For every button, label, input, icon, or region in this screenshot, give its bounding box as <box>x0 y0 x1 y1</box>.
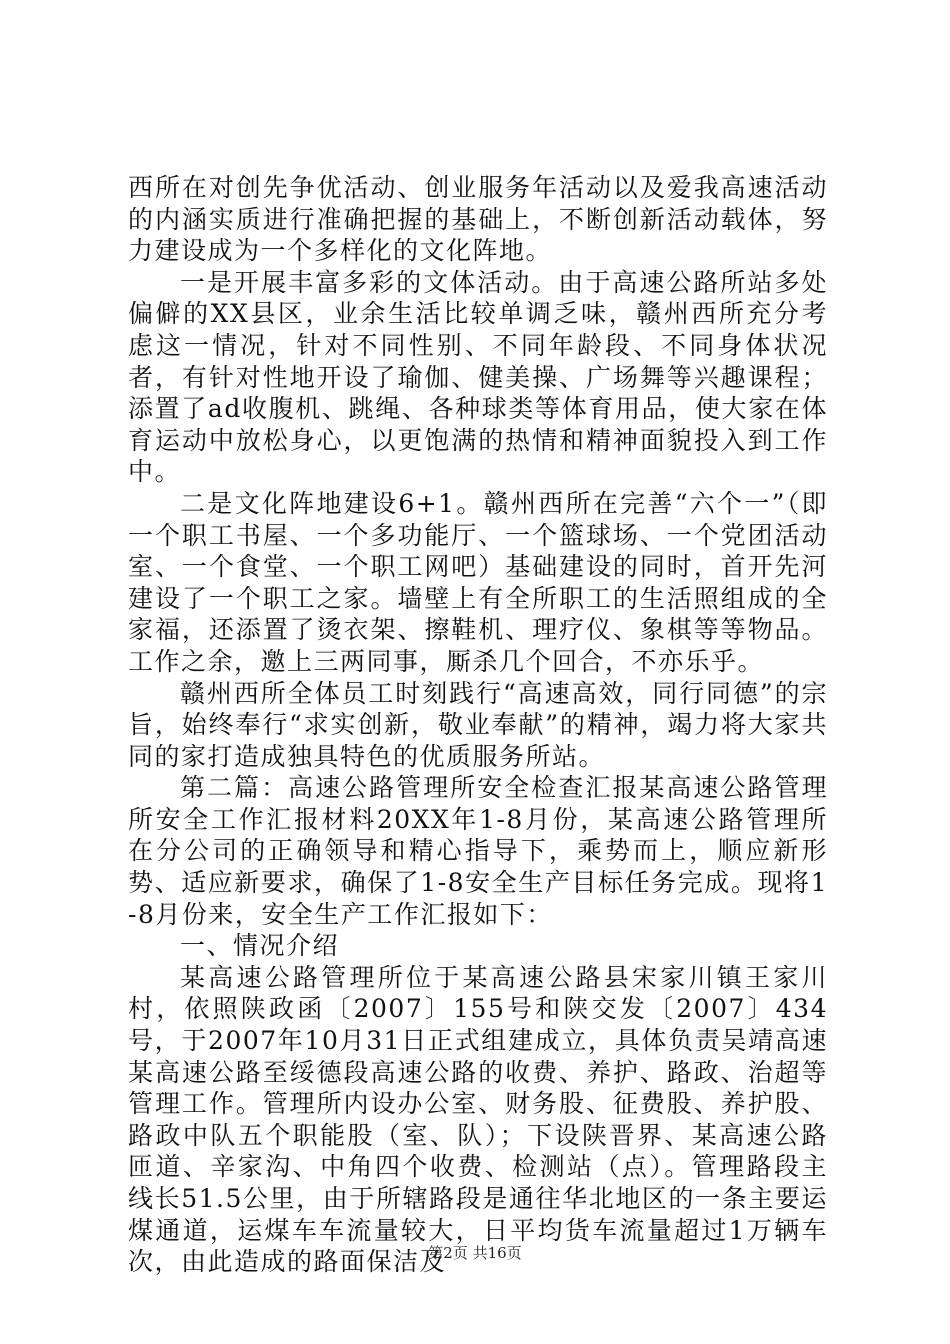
paragraph-continuation: 西所在对创先争优活动、创业服务年活动以及爱我高速活动的内涵实质进行准确把握的基础上，不断创新活动载体，努力建设成为一个多样化的文化阵地。 <box>128 173 828 266</box>
paragraph-culture-base: 二是文化阵地建设6+1。赣州西所在完善“六个一”（即一个职工书屋、一个多功能厅、一个篮球场、一个党团活动室、一个食堂、一个职工网吧）基础建设的同时，首开先河建设了一个职工之家。墙壁上有全所职工的生活照组成的全家福，还添置了烫衣架、擦鞋机、理疗仪、象棋等等物品。工作之余，邀上三两同事，厮杀几个回合，不亦乐乎。 <box>128 488 828 676</box>
paragraph-staff-motto: 赣州西所全体员工时刻践行“高速高效，同行同德”的宗旨，始终奉行“求实创新，敬业奉献”的精神，竭力将大家共同的家打造成独具特色的优质服务所站。 <box>128 678 828 771</box>
paragraph-sports-activities: 一是开展丰富多彩的文体活动。由于高速公路所站多处偏僻的XX县区，业余生活比较单调乏味，赣州西所充分考虑这一情况，针对不同性别、不同年龄段、不同身体状况者，有针对性地开设了瑜伽、健美操、广场舞等兴趣课程；添置了ad收腹机、跳绳、各种球类等体育用品，使大家在体育运动中放松身心，以更饱满的热情和精神面貌投入到工作中。 <box>128 267 828 487</box>
paragraph-second-article: 第二篇：高速公路管理所安全检查汇报某高速公路管理所安全工作汇报材料20XX年1-8月份，某高速公路管理所在分公司的正确领导和精心指导下，乘势而上，顺应新形势、适应新要求，确保了1-8安全生产目标任务完成。现将1-8月份来，安全生产工作汇报如下： <box>128 773 828 929</box>
section-heading-introduction: 一、情况介绍 <box>180 931 340 961</box>
document-body <box>128 172 828 1278</box>
page-footer: 第2页 共16页 <box>428 1244 522 1262</box>
paragraph-management-office: 某高速公路管理所位于某高速公路县宋家川镇王家川村，依照陕政函〔2007〕155号和陕交发〔2007〕434号，于2007年10月31日正式组建成立，具体负责吴靖高速某高速公路至绥德段高速公路的收费、养护、路政、治超等管理工作。管理所内设办公室、财务股、征费股、养护股、路政中队五个职能股（室、队）；下设陕晋界、某高速公路匝道、辛家沟、中角四个收费、检测站（点）。管理路段主线长51.5公里，由于所辖路段是通往华北地区的一条主要运煤通道，运煤车车流量较大，日平均货车流量超过1万辆车次，由此造成的路面保洁及 <box>128 962 828 1277</box>
